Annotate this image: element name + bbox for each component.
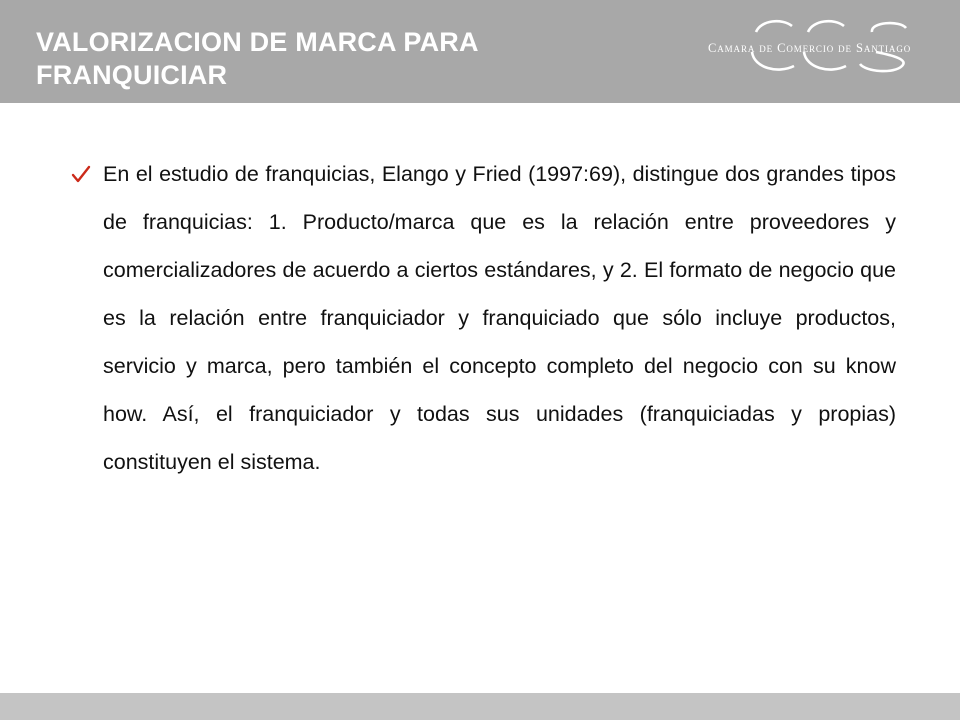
header-bar [0,0,960,103]
ccs-logo [706,18,956,78]
body-paragraph: En el estudio de franquicias, Elango y Fried (1997:69), distingue dos grandes tipos de franquicias: 1. Producto/marca que es la relación entre proveedores y comercializadores de acuerdo a ciertos estándares, y 2. El formato de negocio que es la relación entre franquiciador y franquiciado que sólo incluye productos, servicio y marca, pero también el concepto completo del negocio con su know how. Así, el franquiciador y todas sus unidades (franquiciadas y propias) constituyen el sistema. [103,162,896,474]
page-title: VALORIZACION DE MARCA PARA FRANQUICIAR [36,27,478,90]
footer-bar [0,693,960,720]
content-area [70,150,896,486]
logo-text: Camara de Comercio de Santiago [708,41,912,55]
checkmark-icon [70,164,92,186]
